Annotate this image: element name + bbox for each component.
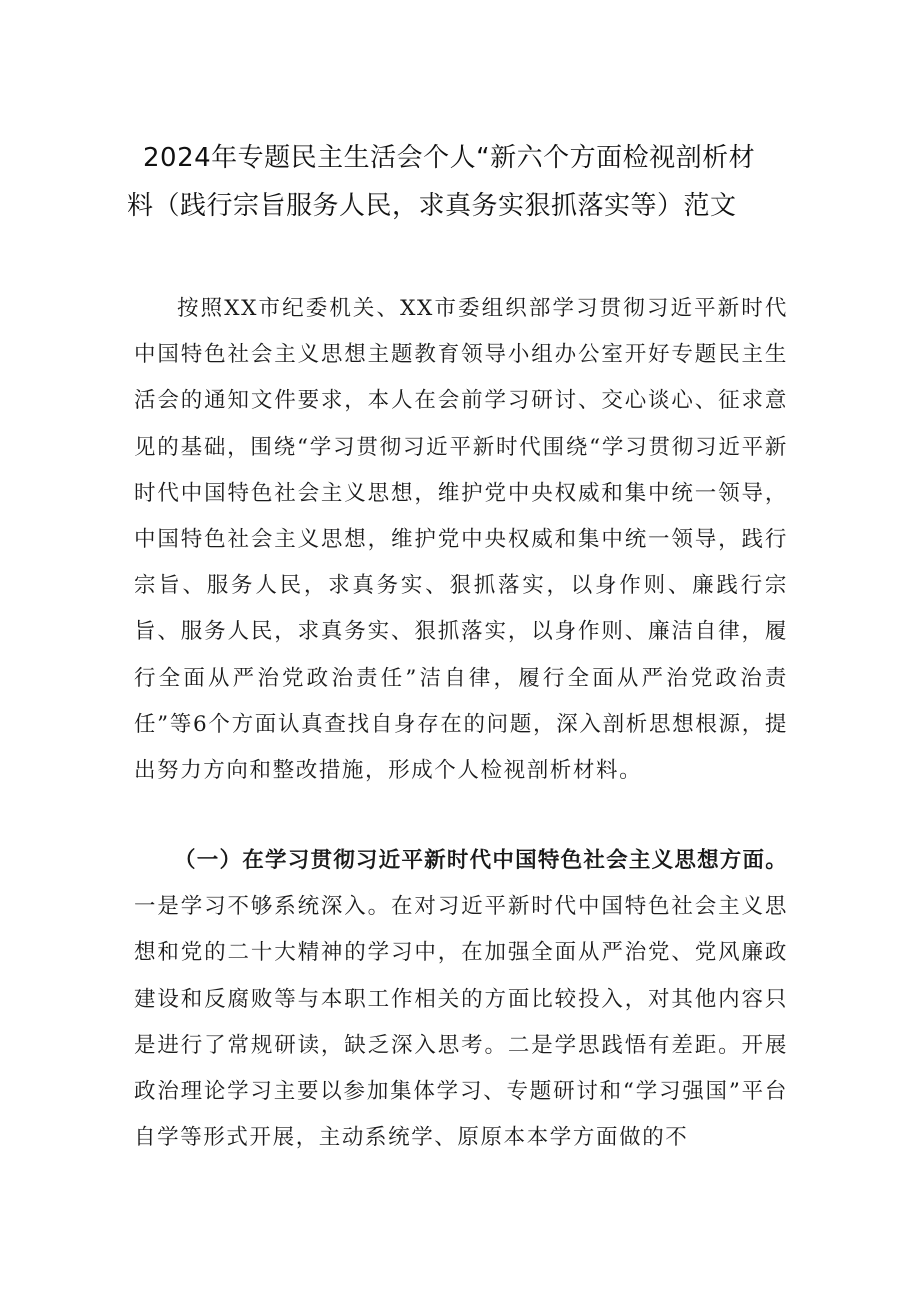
intro-paragraph: 按照XX市纪委机关、XX市委组织部学习贯彻习近平新时代中国特色社会主义思想主题教育领导小组办公室开好专题民主生活会的通知文件要求，本人在会前学习研讨、交心谈心、征求意见的基础，围绕“学习贯彻习近平新时代围绕“学习贯彻习近平新时代中国特色社会主义思想，维护党中央权威和集中统一领导，中国特色社会主义思想，维护党中央权威和集中统一领导，践行宗旨、服务人民，求真务实、狠抓落实，以身作则、廉践行宗旨、服务人民，求真务实、狠抓落实，以身作则、廉洁自律，履行全面从严治党政治责任”洁自律，履行全面从严治党政治责任”等6个方面认真查找自身存在的问题，深入剖析思想根源，提出努力方向和整改措施，形成个人检视剖析材料。 — [134, 296, 788, 784]
section-1-paragraph — [134, 838, 788, 1161]
document-title-line-1: 2024年专题民主生活会个人“新六个方面检视剖析材 — [143, 143, 756, 173]
document-title-line-2: 料（践行宗旨服务人民，求真务实狠抓落实等）范文 — [127, 191, 737, 221]
section-1-heading: （一）在学习贯彻习近平新时代中国特色社会主义思想方面。 — [174, 848, 788, 873]
section-1-body: 一是学习不够系统深入。在对习近平新时代中国特色社会主义思想和党的二十大精神的学习中，在加强全面从严治党、党风廉政建设和反腐败等与本职工作相关的方面比较投入，对其他内容只是进行了常规研读，缺乏深入思考。二是学思践悟有差距。开展政治理论学习主要以参加集体学习、专题研讨和“学习强国”平台自学等形式开展，主动系统学、原原本本学方面做的不 — [134, 894, 788, 1151]
